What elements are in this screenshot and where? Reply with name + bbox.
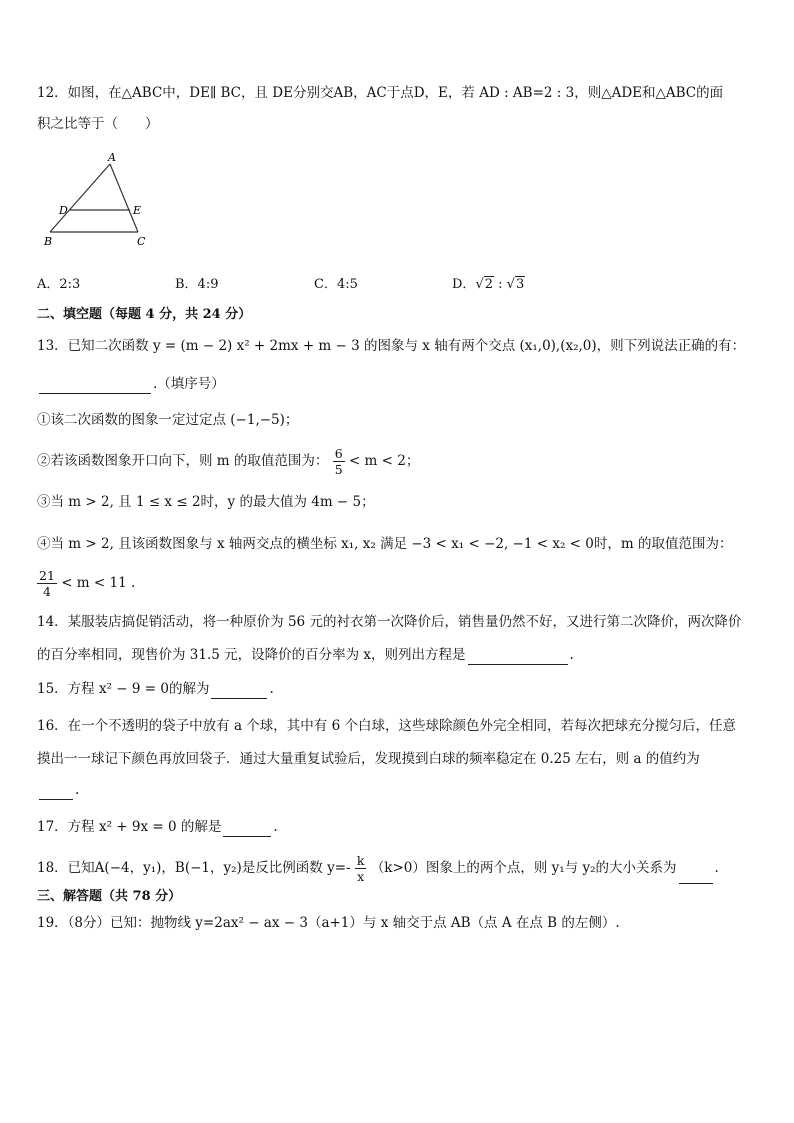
segment-ab [50,164,110,232]
q18-answer-blank[interactable] [679,869,713,884]
q13-s2-den: 5 [334,462,343,477]
q13-statement-3: ③当 m > 2, 且 1 ≤ x ≤ 2时，y 的最大值为 4m − 5； [37,494,375,510]
q19: 19．（8分）已知：抛物线 y=2ax² − ax − 3（a+1）与 x 轴交于点 AB（点 A 在点 B 的左侧）. [37,915,620,931]
q13-s2-pre: ②若该函数图象开口向下，则 m 的取值范围为： [37,453,329,469]
triangle-figure [40,150,160,250]
q13-s4-post: < m < 11 . [61,575,136,591]
q16-end: . [75,782,80,798]
q13-s2-num: 6 [334,446,343,461]
q13-statement-2 [37,446,419,477]
q12-option-d: D．√2 : √3 [452,277,525,292]
q18-num: k [356,853,365,868]
q15-answer-blank[interactable] [211,684,267,699]
section-2-heading: 二、填空题（每题 4 分，共 24 分） [37,307,252,322]
q12-option-d-radicand2: 3 [515,277,525,292]
q13-line1: 13．已知二次函数 y = (m − 2) x² + 2mx + m − 3 的图象与 x 轴有两个交点 (x₁,0),(x₂,0)，则下列说法正确的有： [37,338,746,354]
q12-option-d-prefix: D． [452,277,476,292]
q12-line2: 积之比等于（ ） [37,116,159,132]
q16-answer-line [37,780,79,800]
q13-s4-num: 21 [39,568,55,583]
section-3-heading: 三、解答题（共 78 分） [37,889,182,904]
q18-end: . [714,860,719,876]
q13-s4-den: 4 [42,584,51,599]
q12-option-b: B．4:9 [175,277,219,292]
q17 [37,817,278,837]
q14-end: . [569,647,574,663]
q17-answer-blank[interactable] [223,822,271,837]
label-e: E [133,204,142,217]
q13-answer-line [37,374,225,394]
q18-post: （k>0）图象上的两个点，则 y₁与 y₂的大小关系为 [370,860,677,876]
q18 [37,853,719,884]
q17-text: 17．方程 x² + 9x = 0 的解是 [37,819,222,835]
q13-answer-blank[interactable] [39,379,151,394]
label-a: A [108,151,116,164]
q13-s2-fraction [333,446,345,477]
q14-answer-blank[interactable] [468,650,568,665]
q16-line2: 摸出一一球记下颜色再放回袋子．通过大量重复试验后，发现摸到白球的频率稳定在 0.25 左右，则 a 的值约为 [37,751,700,767]
q18-fraction [355,853,367,884]
q12-option-d-sep: : [494,277,507,292]
q17-end: . [273,819,278,835]
q14-line2 [37,645,574,665]
q13-statement-4: ④当 m > 2, 且该函数图象与 x 轴两交点的横坐标 x₁, x₂ 满足 −3 < x₁ < −2, −1 < x₂ < 0时，m 的取值范围为： [37,536,733,552]
q16-answer-blank[interactable] [39,785,73,800]
label-c: C [137,235,146,248]
q12-line1: 12．如图，在△ABC中，DE∥ BC，且 DE分别交AB，AC于点D，E，若 AD : AB=2 : 3，则△ADE和△ABC的面 [37,85,724,101]
q15 [37,679,274,699]
q14-line1: 14．某服装店搞促销活动，将一种原价为 56 元的衬衣第一次降价后，销售量仍然不好，又进行第二次降价，两次降价 [37,614,742,630]
q12-option-d-radicand1: 2 [484,277,494,292]
q13-statement-4-range [37,568,135,599]
q15-text: 15．方程 x² − 9 = 0的解为 [37,681,210,697]
q14-line2-text: 的百分率相同，现售价为 31.5 元，设降价的百分率为 x，则列出方程是 [37,647,466,663]
q13-statement-1: ①该二次函数的图象一定过定点 (−1,−5)； [37,412,299,428]
segment-ac [110,164,138,232]
q12-option-a: A．2:3 [37,277,81,292]
q15-end: . [269,681,274,697]
q12-option-c: C．4:5 [314,277,358,292]
q13-s4-fraction [37,568,57,599]
q13-fill-note: .（填序号） [153,376,225,392]
q16-line1: 16．在一个不透明的袋子中放有 a 个球，其中有 6 个白球，这些球除颜色外完全相同，若每次把球充分搅匀后，任意 [37,718,736,734]
label-d: D [59,204,68,217]
label-b: B [44,235,53,248]
q18-pre: 18．已知A(−4，y₁)，B(−1，y₂)是反比例函数 y=- [37,860,351,876]
q18-den: x [357,869,365,884]
q13-s2-post: < m < 2； [348,453,420,469]
